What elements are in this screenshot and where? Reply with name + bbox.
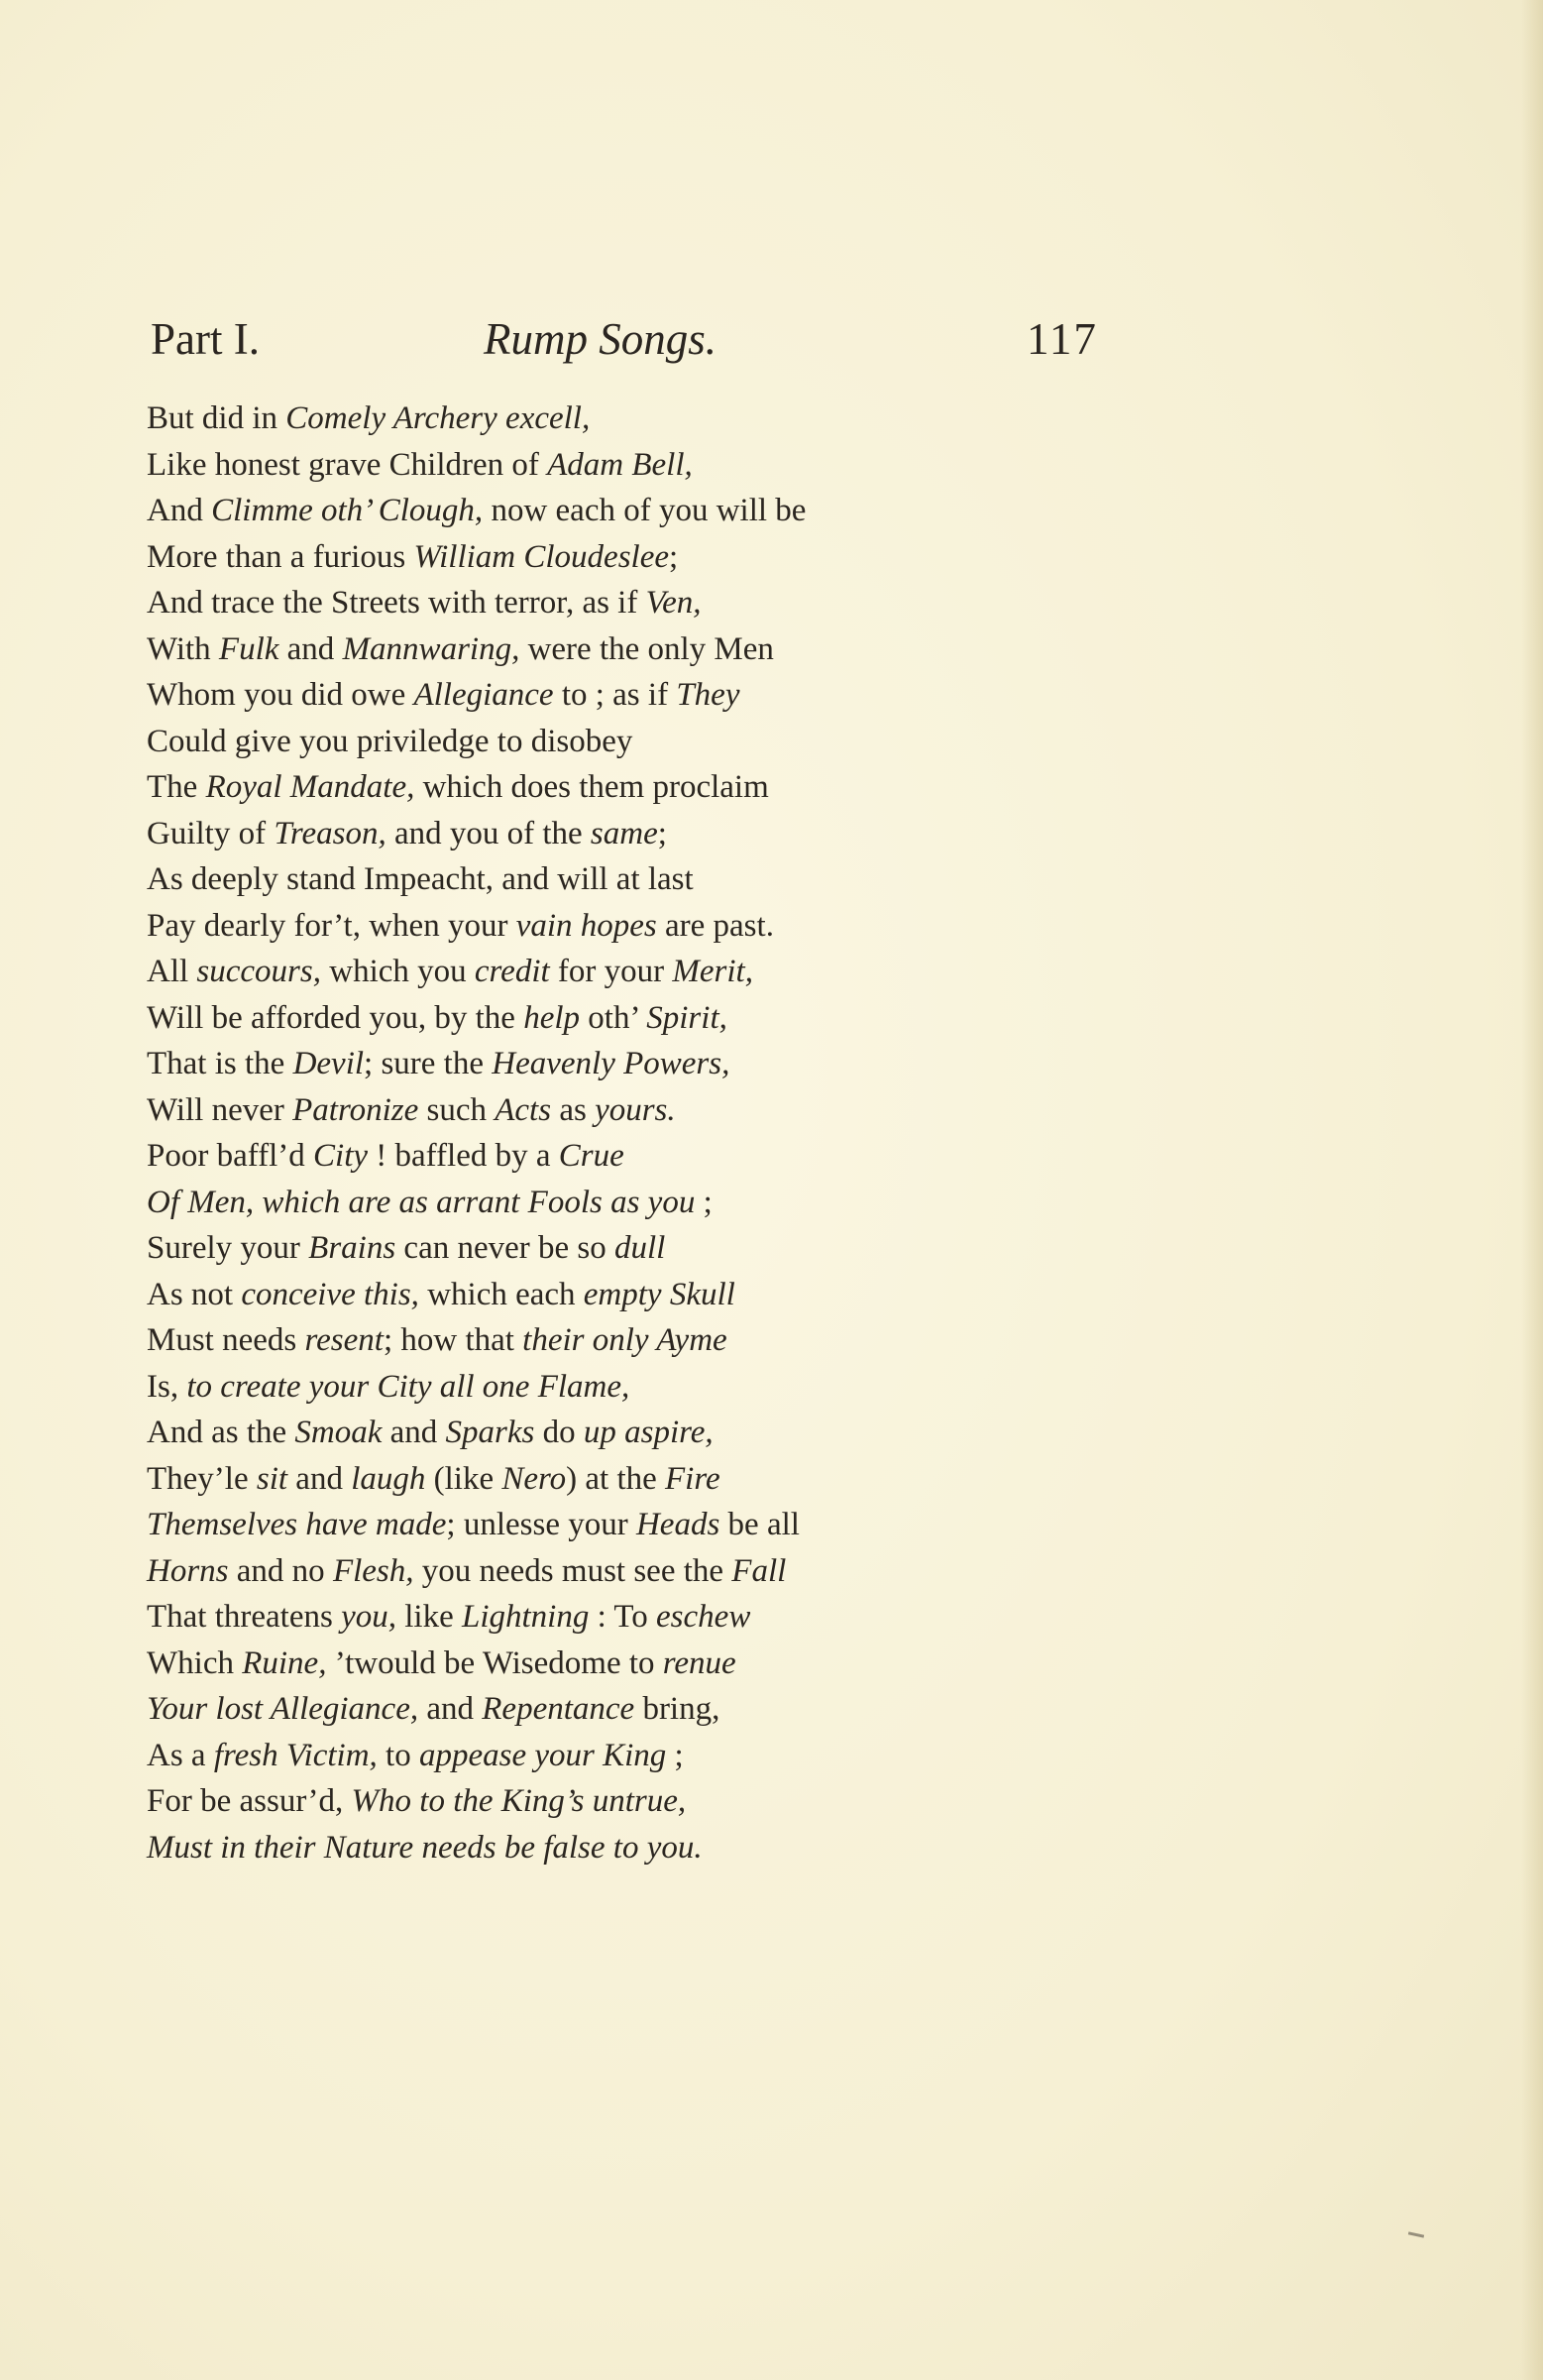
italic-text: appease your King xyxy=(418,1737,667,1773)
roman-text: do xyxy=(534,1415,584,1450)
italic-text: Ruine, xyxy=(242,1644,327,1681)
roman-text: : To xyxy=(589,1599,657,1635)
roman-text: They’le xyxy=(147,1460,257,1497)
roman-text: Surely your xyxy=(147,1230,309,1266)
poem-line xyxy=(147,1778,1237,1825)
italic-text: Allegiance xyxy=(413,677,554,713)
poem-line xyxy=(147,1180,1237,1226)
roman-text: The xyxy=(147,769,206,805)
poem-line xyxy=(147,1317,1237,1364)
part-label: Part I. xyxy=(151,314,260,364)
italic-text: Spirit, xyxy=(646,999,727,1036)
roman-text: ; sure the xyxy=(364,1046,493,1081)
italic-text: empty Skull xyxy=(583,1276,735,1312)
italic-text: fresh Victim, xyxy=(213,1737,378,1773)
poem-line xyxy=(147,1364,1237,1411)
italic-text: Of Men, which are as arrant Fools as you xyxy=(147,1184,696,1220)
roman-text: bring, xyxy=(634,1691,720,1727)
italic-text: Royal Mandate, xyxy=(205,769,415,805)
page-number: 117 xyxy=(1027,314,1098,364)
poem-line xyxy=(147,396,1237,442)
poem-line xyxy=(147,580,1237,626)
roman-text: and you of the xyxy=(386,815,591,851)
italic-text: laugh xyxy=(351,1460,426,1497)
roman-text: are past. xyxy=(656,907,774,944)
poem-line xyxy=(147,1825,1237,1871)
roman-text: ; xyxy=(666,1737,684,1773)
roman-text: As deeply stand Impeacht, and will at last xyxy=(147,861,694,897)
poem-body xyxy=(147,396,1237,1870)
roman-text: ! baffled by a xyxy=(368,1138,559,1174)
poem-line xyxy=(147,534,1237,581)
roman-text: ) at the xyxy=(566,1460,666,1497)
roman-text: to xyxy=(377,1737,419,1773)
roman-text: to ; as if xyxy=(553,677,677,713)
poem-line xyxy=(147,719,1237,765)
poem-line xyxy=(147,949,1237,995)
roman-text: now each of you will be xyxy=(483,493,807,528)
poem-line xyxy=(147,1272,1237,1318)
poem-line xyxy=(147,626,1237,673)
italic-text: Who to the King’s untrue, xyxy=(351,1783,687,1819)
poem-line xyxy=(147,1686,1237,1733)
italic-text: dull xyxy=(614,1230,666,1266)
italic-text: Heads xyxy=(635,1507,720,1542)
italic-text: Lightning xyxy=(461,1599,590,1635)
poem-line xyxy=(147,1641,1237,1687)
poem-line xyxy=(147,1548,1237,1595)
poem-line xyxy=(147,1456,1237,1503)
poem-line xyxy=(147,488,1237,534)
roman-text: as xyxy=(551,1091,596,1128)
roman-text: And xyxy=(147,493,212,528)
roman-text: And as the xyxy=(147,1415,295,1450)
roman-text: That is the xyxy=(147,1046,293,1081)
italic-text: Repentance xyxy=(482,1691,635,1727)
italic-text: Nero xyxy=(501,1460,567,1497)
italic-text: Climme oth’ Clough, xyxy=(211,493,484,528)
italic-text: Devil xyxy=(292,1046,365,1081)
italic-text: vain hopes xyxy=(515,907,657,944)
running-title: Rump Songs. xyxy=(484,314,716,364)
italic-text: up aspire, xyxy=(583,1415,714,1450)
poem-line xyxy=(147,1594,1237,1641)
italic-text: to create your City all one Flame, xyxy=(186,1368,630,1405)
italic-text: Smoak xyxy=(294,1415,383,1450)
italic-text: credit xyxy=(474,954,550,989)
roman-text: Will never xyxy=(147,1091,293,1128)
roman-text: But did in xyxy=(147,400,286,436)
poem-line xyxy=(147,442,1237,489)
roman-text: Will be afforded you, by the xyxy=(147,999,524,1036)
poem-line xyxy=(147,764,1237,811)
italic-text: Merit, xyxy=(672,954,753,989)
roman-text: like xyxy=(396,1599,462,1635)
italic-text: Your lost Allegiance, xyxy=(147,1691,419,1727)
italic-text: renue xyxy=(662,1644,736,1681)
italic-text: They xyxy=(676,677,740,713)
roman-text: Pay dearly for’t, when your xyxy=(147,907,516,944)
italic-text: Brains xyxy=(308,1230,396,1266)
roman-text: Like honest grave Children of xyxy=(147,446,548,483)
roman-text: you needs must see the xyxy=(413,1552,732,1589)
roman-text: That threatens xyxy=(147,1599,342,1635)
roman-text: which each xyxy=(418,1276,584,1312)
ink-speck xyxy=(1408,2231,1424,2237)
roman-text: ; xyxy=(669,538,679,575)
italic-text: Flesh, xyxy=(332,1552,414,1589)
roman-text: and xyxy=(382,1415,446,1450)
roman-text: Is, xyxy=(147,1368,187,1405)
roman-text: which does them proclaim xyxy=(414,769,769,805)
poem-line xyxy=(147,1133,1237,1180)
italic-text: Crue xyxy=(558,1138,624,1174)
roman-text: And trace the Streets with terror, as if xyxy=(147,585,646,621)
roman-text: Guilty of xyxy=(147,815,275,851)
poem-line xyxy=(147,811,1237,857)
italic-text: Mannwaring, xyxy=(342,630,520,667)
page-edge-shadow xyxy=(1521,0,1543,2380)
italic-text: Fulk xyxy=(218,630,279,667)
italic-text: Treason, xyxy=(274,815,386,851)
italic-text: same xyxy=(590,815,658,851)
italic-text: City xyxy=(313,1138,369,1174)
roman-text: As not xyxy=(147,1276,242,1312)
italic-text: Acts xyxy=(495,1091,552,1128)
roman-text: ; unlesse your xyxy=(446,1507,636,1542)
italic-text: Fire xyxy=(665,1460,720,1497)
roman-text: (like xyxy=(425,1460,502,1497)
poem-line xyxy=(147,1087,1237,1134)
roman-text: and no xyxy=(228,1552,333,1589)
italic-text: Themselves have made xyxy=(147,1507,447,1542)
poem-line xyxy=(147,672,1237,719)
roman-text: Could give you priviledge to disobey xyxy=(147,723,633,759)
roman-text: which you xyxy=(321,954,475,989)
roman-text: Must needs xyxy=(147,1322,305,1358)
italic-text: resent xyxy=(304,1322,384,1358)
roman-text: ; how that xyxy=(383,1322,523,1358)
italic-text: Comely Archery excell, xyxy=(285,400,591,436)
roman-text: and xyxy=(278,630,343,667)
roman-text: ’twould be Wisedome to xyxy=(326,1644,663,1681)
italic-text: Heavenly Powers, xyxy=(492,1046,730,1081)
italic-text: William Cloudeslee xyxy=(413,538,669,575)
roman-text: such xyxy=(418,1091,496,1128)
roman-text: were the only Men xyxy=(519,630,774,667)
roman-text: All xyxy=(147,954,197,989)
roman-text: Which xyxy=(147,1644,243,1681)
italic-text: Horns xyxy=(147,1552,229,1589)
italic-text: sit xyxy=(256,1460,288,1497)
italic-text: Must in their Nature needs be false to you. xyxy=(147,1829,703,1866)
italic-text: yours. xyxy=(595,1091,676,1128)
italic-text: help xyxy=(523,999,581,1036)
running-header xyxy=(151,309,1102,369)
italic-text: you, xyxy=(341,1599,396,1635)
poem-line xyxy=(147,1041,1237,1087)
roman-text: and xyxy=(418,1691,483,1727)
italic-text: eschew xyxy=(656,1599,751,1635)
roman-text: ; xyxy=(695,1184,713,1220)
roman-text: oth’ xyxy=(580,999,647,1036)
italic-text: Adam Bell, xyxy=(547,446,693,483)
roman-text: ; xyxy=(657,815,667,851)
italic-text: Ven, xyxy=(645,585,702,621)
roman-text: For be assur’d, xyxy=(147,1783,352,1819)
poem-line xyxy=(147,1225,1237,1272)
poem-line xyxy=(147,1733,1237,1779)
poem-line xyxy=(147,1410,1237,1456)
roman-text: With xyxy=(147,630,219,667)
roman-text: be all xyxy=(719,1507,800,1542)
poem-line xyxy=(147,1502,1237,1548)
roman-text: As a xyxy=(147,1737,214,1773)
roman-text: for your xyxy=(549,954,673,989)
poem-line xyxy=(147,903,1237,950)
italic-text: conceive this, xyxy=(241,1276,419,1312)
roman-text: Whom you did owe xyxy=(147,677,414,713)
italic-text: their only Ayme xyxy=(522,1322,727,1358)
roman-text: More than a furious xyxy=(147,538,414,575)
italic-text: Sparks xyxy=(445,1415,535,1450)
italic-text: Fall xyxy=(731,1552,787,1589)
roman-text: and xyxy=(287,1460,352,1497)
poem-line xyxy=(147,856,1237,903)
roman-text: Poor baffl’d xyxy=(147,1138,314,1174)
roman-text: can never be so xyxy=(395,1230,614,1266)
italic-text: Patronize xyxy=(292,1091,419,1128)
poem-line xyxy=(147,995,1237,1042)
italic-text: succours, xyxy=(196,954,321,989)
